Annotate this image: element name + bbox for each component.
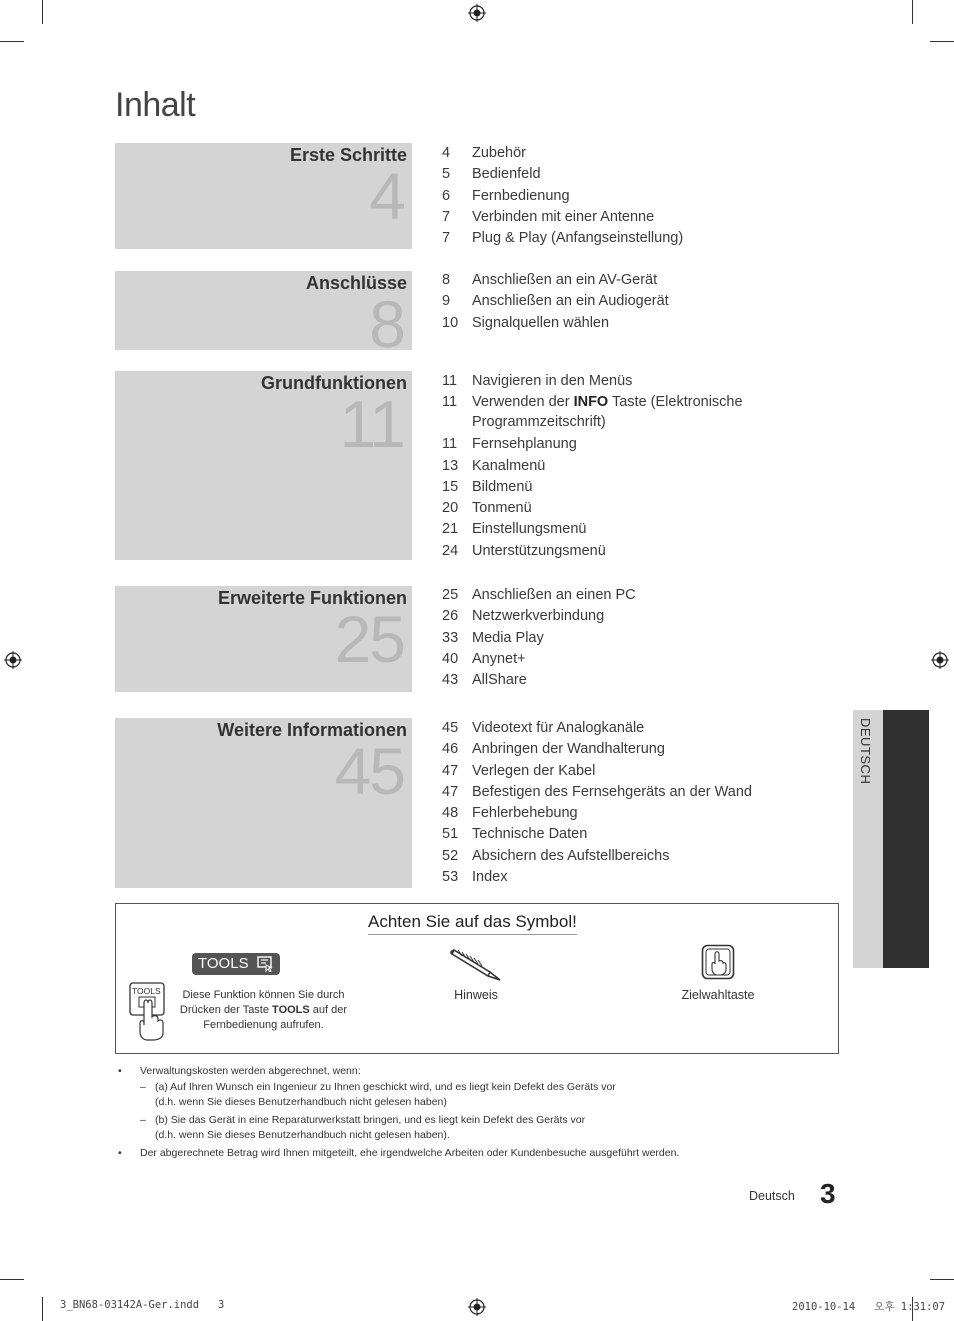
toc-page: 53 [442,869,459,886]
section-number: 4 [369,159,404,233]
toc-entry[interactable] [442,228,842,249]
toc-page: 5 [442,166,451,183]
note-text: Verwaltungskosten werden abgerechnet, wenn: [140,1065,361,1077]
toc-text: Technische Daten [472,826,588,843]
toc-entry[interactable] [442,628,842,649]
toc-page: 9 [442,293,451,310]
toc-list-weitere-informationen [442,718,842,888]
crop-mark [0,41,24,42]
section-box-anschluesse [115,271,412,361]
language-tab-label: DEUTSCH [858,718,873,785]
print-date-info: 2010-10-14 오후 1:31:07 [792,1301,946,1313]
toc-page: 6 [442,187,451,204]
toc-text: Videotext für Analogkanäle [472,720,645,736]
info-key-label: INFO [573,394,609,411]
toc-list-anschluesse [442,270,842,334]
crop-mark [912,0,913,24]
note-text: (d.h. wenn Sie dieses Benutzerhandbuch nicht gelesen haben) [155,1096,447,1108]
toc-page: 13 [442,457,459,474]
tools-badge [192,953,280,975]
toc-text-part: Verwenden der [472,394,574,411]
toc-text: Anschließen an ein Audiogerät [472,293,669,310]
registration-mark-icon [4,651,22,669]
toc-text: Anbringen der Wandhalterung [472,741,665,758]
toc-text: Verbinden mit einer Antenne [472,208,655,225]
toc-text: Verlegen der Kabel [472,762,596,779]
toc-entry[interactable] [442,270,842,291]
toc-page: 51 [442,826,459,843]
toc-page: 11 [442,394,458,411]
crop-mark [930,1279,954,1280]
toc-page: 33 [442,629,459,646]
toc-page: 40 [442,650,459,667]
toc-page: 7 [442,208,451,225]
section-title: Anschlüsse [305,273,407,293]
toc-text: Fehlerbehebung [472,805,578,822]
toc-list-grundfunktionen [442,371,842,562]
toc-page: 4 [442,145,451,161]
toc-entry[interactable] [442,477,842,498]
note-dash-continuation [118,1128,838,1144]
toc-entry[interactable] [442,371,842,392]
toc-text: Absichern des Aufstellbereichs [472,847,670,864]
note-dash [118,1080,838,1096]
one-touch-button-icon [701,944,735,980]
toc-page: 46 [442,741,459,758]
toc-entry[interactable] [442,434,842,455]
toc-page: 21 [442,521,459,538]
registration-mark-icon [468,1298,486,1316]
toc-entry[interactable] [442,313,842,334]
toc-entry[interactable] [442,186,842,207]
note-bullet [118,1064,838,1080]
toc-page: 7 [442,230,451,247]
section-number: 45 [334,734,404,808]
toc-page: 11 [442,436,458,453]
toc-page: 11 [442,373,458,389]
toc-page: 52 [442,847,459,864]
note-symbol-label: Hinweis [454,988,498,1002]
tools-desc-key: TOOLS [272,1004,310,1016]
section-title: Grundfunktionen [261,373,407,393]
notes-section [118,1064,838,1161]
toc-entry[interactable] [442,498,842,519]
registration-mark-icon [931,651,949,669]
tools-badge-icon [257,956,275,972]
toc-page: 15 [442,478,459,495]
one-touch-button-label: Zielwahltaste [681,988,755,1002]
note-pencil-icon [450,942,504,982]
registration-mark-icon [468,4,486,22]
toc-entry[interactable] [442,761,842,782]
section-number: 25 [334,602,404,676]
toc-entry[interactable] [442,606,842,627]
toc-page: 47 [442,762,459,779]
toc-text: Media Play [472,629,544,646]
toc-text: Fernbedienung [472,187,570,204]
remote-hand-press-icon [128,981,170,1041]
toc-text: Anynet+ [472,650,526,667]
section-number: 11 [339,387,404,461]
toc-text: Anschließen an ein AV-Gerät [472,272,658,288]
toc-entry[interactable] [442,739,842,760]
note-bullet [118,1146,838,1162]
toc-entry[interactable] [442,846,842,867]
toc-text: Bedienfeld [472,166,541,183]
note-text: (d.h. wenn Sie dieses Benutzerhandbuch nicht gelesen haben). [155,1129,450,1141]
toc-entry[interactable] [442,541,842,562]
toc-entry[interactable] [442,456,842,477]
toc-text: Kanalmenü [472,457,546,474]
print-file-info: 3_BN68-03142A-Ger.indd 3 [60,1299,225,1311]
note-dash [118,1113,838,1129]
section-title: Erste Schritte [289,145,407,165]
toc-text: Netzwerkverbindung [472,608,605,625]
toc-text-part: Programmzeitschrift) [472,413,606,430]
note-dash-continuation [118,1095,838,1111]
toc-text: Befestigen des Fernsehgeräts an der Wand [472,783,752,800]
toc-text: Signalquellen wählen [472,314,610,331]
toc-entry[interactable] [442,824,842,845]
toc-entry[interactable] [442,670,842,691]
toc-page: 8 [442,272,451,288]
toc-entry[interactable] [442,718,842,739]
toc-page: 48 [442,805,459,822]
section-box-erste-schritte [115,143,412,249]
dash-mark: – [140,1080,146,1093]
toc-text: Navigieren in den Menüs [472,373,633,389]
toc-list-erste-schritte [442,143,842,249]
toc-text: Zubehör [472,145,527,161]
toc-list-erweiterte-funktionen [442,585,842,691]
section-box-weitere-informationen [115,718,412,888]
note-text: (a) Auf Ihren Wunsch ein Ingenieur zu Ihnen geschickt wird, und es liegt kein Defekt des Geräts vor [155,1080,616,1093]
toc-entry[interactable] [442,585,842,606]
bullet-mark: • [118,1065,122,1077]
toc-entry[interactable] [442,143,842,164]
footer-page-number: 3 [820,1178,836,1209]
crop-mark [42,1297,43,1321]
toc-text: AllShare [472,672,527,689]
note-text: (b) Sie das Gerät in eine Reparaturwerkstatt bringen, und es liegt kein Defekt des Geräts vor [155,1113,586,1126]
tools-badge-label: TOOLS [198,955,249,972]
section-box-grundfunktionen [115,371,412,560]
toc-page: 43 [442,672,459,689]
toc-page: 47 [442,783,459,800]
bullet-mark: • [118,1146,122,1159]
page-title: Inhalt [115,86,196,124]
toc-entry[interactable] [442,867,842,888]
crop-mark [0,1279,24,1280]
toc-entry[interactable] [442,164,842,185]
tools-desc-text: Diese Funktion können Sie durch Drücken der Taste [179,989,345,1016]
note-text: Der abgerechnete Betrag wird Ihnen mitgeteilt, ehe irgendwelche Arbeiten oder Kundenbesuche ausgeführt werden. [140,1146,680,1159]
toc-entry[interactable] [442,207,842,228]
toc-entry[interactable] [442,392,842,432]
toc-text: Anschließen an einen PC [472,587,636,603]
crop-mark [930,41,954,42]
tools-description [176,988,351,1033]
language-tab-dark-block [883,710,929,968]
toc-page: 20 [442,500,459,517]
toc-text: Index [472,869,508,886]
toc-page: 45 [442,720,459,736]
symbol-legend-title: Achten Sie auf das Symbol! [368,912,577,935]
toc-text: Einstellungsmenü [472,521,587,538]
toc-text: Bildmenü [472,478,533,495]
footer-language: Deutsch [749,1189,795,1203]
symbol-legend-box [115,903,839,1054]
dash-mark: – [140,1113,146,1126]
tools-desc-text: auf der Fernbedienung aufrufen. [203,1004,348,1031]
section-title: Erweiterte Funktionen [217,588,407,608]
toc-page: 24 [442,542,459,559]
toc-text-part: Taste (Elektronische [608,394,743,411]
section-box-erweiterte-funktionen [115,586,412,692]
section-title: Weitere Informationen [217,720,407,740]
toc-page: 10 [442,314,459,331]
toc-entry[interactable] [442,519,842,540]
toc-entry[interactable] [442,803,842,824]
toc-entry[interactable] [442,291,842,312]
toc-text [472,392,842,432]
toc-text: Tonmenü [472,500,532,517]
remote-tools-label: TOOLS [132,986,161,996]
crop-mark [42,0,43,24]
toc-entry[interactable] [442,782,842,803]
toc-page: 26 [442,608,459,625]
toc-text: Fernsehplanung [472,436,577,453]
toc-text: Unterstützungsmenü [472,542,606,559]
toc-text: Plug & Play (Anfangseinstellung) [472,230,684,247]
toc-page: 25 [442,587,459,603]
section-number: 8 [369,287,404,361]
toc-entry[interactable] [442,649,842,670]
